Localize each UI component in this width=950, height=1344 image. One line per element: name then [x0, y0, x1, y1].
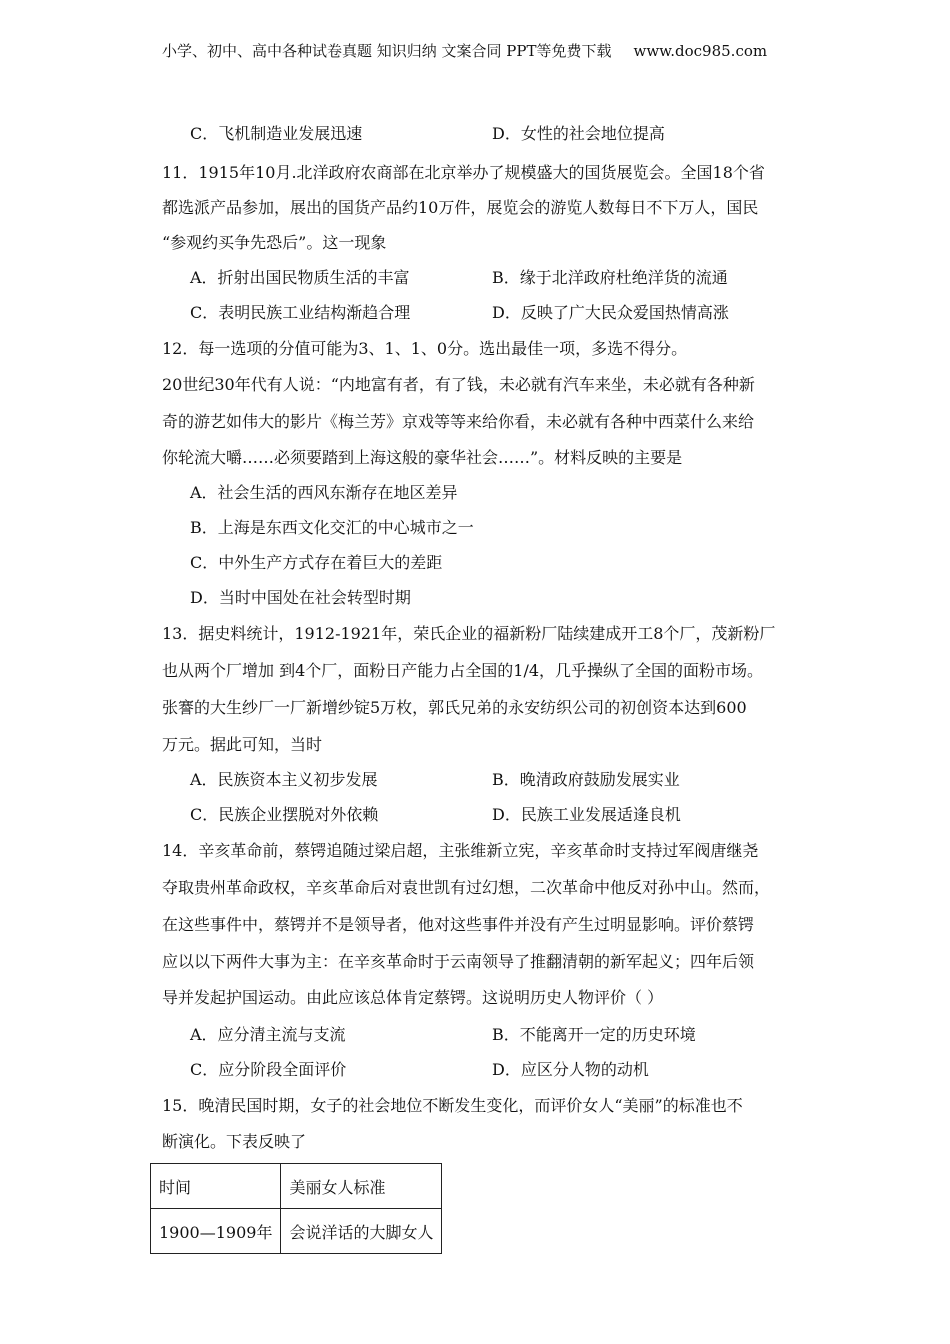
q14-stem-line5: 导并发起护国运动。由此应该总体肯定蔡锷。这说明历史人物评价（ ）: [162, 988, 664, 1007]
q13-stem-line2: 也从两个厂增加 到4个厂，面粉日产能力占全国的1/4，几乎操纵了全国的面粉市场。: [162, 661, 764, 680]
q12-stem-line2: 奇的游艺如伟大的影片《梅兰芳》京戏等等来给你看，未必就有各种中西菜什么来给: [162, 412, 755, 431]
q11-option-d: D．反映了广大民众爱国热情高涨: [492, 303, 729, 322]
q14-option-c: C．应分阶段全面评价: [190, 1060, 347, 1079]
q12-option-d: D．当时中国处在社会转型时期: [190, 588, 411, 607]
q15-stem-line1: 15．晚清民国时期，女子的社会地位不断发生变化，而评价女人“美丽”的标准也不: [162, 1096, 743, 1115]
q13-option-d: D．民族工业发展适逢良机: [492, 805, 681, 824]
q13-stem-line3: 张謇的大生纱厂一厂新增纱锭5万枚，郭氏兄弟的永安纺织公司的初创资本达到600: [162, 698, 747, 717]
table-cell: 1900—1909年: [151, 1209, 281, 1254]
q11-stem-line1: 11．1915年10月.北洋政府农商部在北京举办了规模盛大的国货展览会。全国18个省: [162, 163, 765, 182]
q11-stem-line2: 都选派产品参加，展出的国货产品约10万件，展览会的游览人数每日不下万人，国民: [162, 198, 759, 217]
q15-stem-line2: 断演化。下表反映了: [162, 1132, 307, 1151]
q11-option-b: B．缘于北洋政府杜绝洋货的流通: [492, 268, 728, 287]
q11-option-a: A．折射出国民物质生活的丰富: [190, 268, 410, 287]
q13-option-a: A．民族资本主义初步发展: [190, 770, 378, 789]
q12-option-c: C．中外生产方式存在着巨大的差距: [190, 553, 443, 572]
q14-option-a: A．应分清主流与支流: [190, 1025, 346, 1044]
q15-table: [150, 1163, 442, 1254]
table-header-cell: 美丽女人标准: [281, 1164, 442, 1209]
q11-option-c: C．表明民族工业结构渐趋合理: [190, 303, 411, 322]
q13-option-b: B．晚清政府鼓励发展实业: [492, 770, 680, 789]
q13-option-c: C．民族企业摆脱对外依赖: [190, 805, 379, 824]
q14-option-b: B．不能离开一定的历史环境: [492, 1025, 696, 1044]
q14-option-d: D．应区分人物的动机: [492, 1060, 649, 1079]
table-cell: 会说洋话的大脚女人: [281, 1209, 442, 1254]
header-site-link[interactable]: www.doc985.com: [633, 42, 768, 60]
table-header-row: [151, 1164, 442, 1209]
q10-option-c: C．飞机制造业发展迅速: [190, 124, 363, 143]
q14-stem-line4: 应以以下两件大事为主：在辛亥革命时于云南领导了推翻清朝的新军起义；四年后领: [162, 952, 755, 971]
page-header: [162, 40, 767, 61]
table-row: [151, 1209, 442, 1254]
q12-stem-line1: 20世纪30年代有人说：“内地富有者，有了钱，未必就有汽车来坐，未必就有各种新: [162, 375, 755, 394]
q12-stem-line3: 你轮流大嚼……必须要踏到上海这般的豪华社会……”。材料反映的主要是: [162, 448, 683, 467]
q12-instruction: 12．每一选项的分值可能为3、1、1、0分。选出最佳一项，多选不得分。: [162, 339, 688, 358]
q14-stem-line2: 夺取贵州革命政权，辛亥革命后对袁世凯有过幻想，二次革命中他反对孙中山。然而，: [162, 878, 771, 897]
q12-option-b: B．上海是东西文化交汇的中心城市之一: [190, 518, 474, 537]
header-text: 小学、初中、高中各种试卷真题 知识归纳 文案合同 PPT等免费下载: [162, 42, 612, 60]
q11-stem-line3: “参观约买争先恐后”。这一现象: [162, 233, 387, 252]
q13-stem-line1: 13．据史料统计，1912-1921年，荣氏企业的福新粉厂陆续建成开工8个厂，茂新粉厂: [162, 624, 776, 643]
q12-option-a: A．社会生活的西风东渐存在地区差异: [190, 483, 458, 502]
q10-option-d: D．女性的社会地位提高: [492, 124, 665, 143]
q13-stem-line4: 万元。据此可知，当时: [162, 735, 323, 754]
table-header-cell: 时间: [151, 1164, 281, 1209]
q14-stem-line1: 14．辛亥革命前，蔡锷追随过梁启超，主张维新立宪，辛亥革命时支持过军阀唐继尧: [162, 841, 759, 860]
q14-stem-line3: 在这些事件中，蔡锷并不是领导者，他对这些事件并没有产生过明显影响。评价蔡锷: [162, 915, 755, 934]
